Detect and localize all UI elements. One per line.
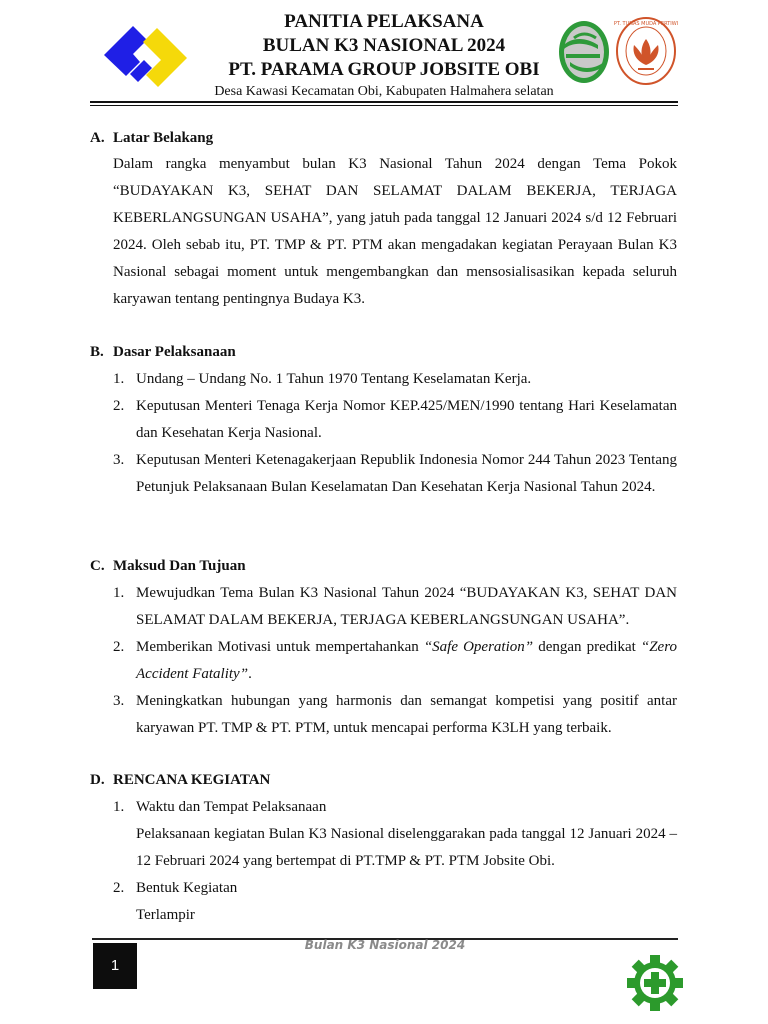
list-text-mixed — [136, 634, 677, 688]
list-number: 2. — [113, 880, 125, 896]
section-d-title — [90, 767, 270, 794]
motivation-text-pre: Memberikan Motivasi untuk mempertahankan — [136, 639, 424, 655]
section-b-heading: Dasar Pelaksanaan — [113, 344, 236, 360]
list-item — [113, 688, 677, 742]
motivation-text-post: . — [248, 666, 252, 682]
list-item — [113, 393, 677, 447]
header-address: Desa Kawasi Kecamatan Obi, Kabupaten Halmahera selatan — [214, 84, 554, 99]
section-c-title — [90, 553, 246, 580]
list-number: 1. — [113, 371, 125, 387]
section-a-letter: A. — [90, 130, 105, 146]
list-heading: Waktu dan Tempat Pelaksanaan — [136, 799, 327, 815]
list-text: Undang – Undang No. 1 Tahun 1970 Tentang Keselamatan Kerja. — [136, 371, 532, 387]
green-company-logo — [556, 18, 612, 86]
section-d-letter: D. — [90, 772, 105, 788]
page-number: 1 — [93, 943, 137, 989]
header-title-line3: PT. PARAMA GROUP JOBSITE OBI — [228, 59, 540, 80]
list-number: 3. — [113, 693, 125, 709]
motivation-text-mid: dengan predikat — [533, 639, 641, 655]
section-d-heading: RENCANA KEGIATAN — [113, 772, 271, 788]
list-number: 1. — [113, 799, 125, 815]
list-text: Mewujudkan Tema Bulan K3 Nasional Tahun 2024 “BUDAYAKAN K3, SEHAT DAN SELAMAT DALAM BEKERJA, TERJAGA KEBERLANGSUNGAN USAHA”. — [136, 585, 677, 628]
footer-text: Bulan K3 Nasional 2024 — [304, 938, 466, 952]
list-heading: Bentuk Kegiatan — [136, 880, 238, 896]
section-c-heading: Maksud Dan Tujuan — [113, 558, 246, 574]
tunas-muda-pertiwi-logo — [614, 15, 678, 87]
header-title-line1: PANITIA PELAKSANA — [284, 11, 484, 32]
list-text: Keputusan Menteri Ketenagakerjaan Republik Indonesia Nomor 244 Tahun 2023 Tentang Petunjuk Pelaksanaan Bulan Keselamatan Dan Kesehatan Kerja Nasional Tahun 2024. — [136, 452, 677, 495]
list-item — [113, 580, 677, 634]
list-text: Keputusan Menteri Tenaga Kerja Nomor KEP.425/MEN/1990 tentang Hari Keselamatan dan Kesehatan Kerja Nasional. — [136, 398, 677, 441]
list-text: Meningkatkan hubungan yang harmonis dan semangat kompetisi yang positif antar karyawan PT. TMP & PT. PTM, untuk mencapai performa K3LH yang terbaik. — [136, 693, 677, 736]
k3-gear-cross-icon — [626, 954, 684, 1012]
safe-operation-emphasis: “Safe Operation” — [423, 639, 534, 655]
list-number: 2. — [113, 398, 125, 414]
header-rule — [90, 101, 678, 103]
list-number: 1. — [113, 585, 125, 601]
section-b-title — [90, 339, 236, 366]
list-number: 3. — [113, 452, 125, 468]
list-body: Pelaksanaan kegiatan Bulan K3 Nasional diselenggarakan pada tanggal 12 Januari 2024 – 12 Februari 2024 yang bertempat di PT.TMP & PT. PTM Jobsite Obi. — [136, 826, 677, 869]
list-item — [113, 366, 677, 393]
zero-accident-emphasis: “Zero Accident Fatality” — [136, 639, 677, 682]
section-a-title — [90, 125, 213, 152]
list-item — [113, 447, 677, 501]
list-body: Terlampir — [136, 907, 195, 923]
list-number: 2. — [113, 639, 125, 655]
section-c-letter: C. — [90, 558, 105, 574]
list-item — [113, 794, 677, 821]
section-a-paragraph: Dalam rangka menyambut bulan K3 Nasional Tahun 2024 dengan Tema Pokok “BUDAYAKAN K3, SEHAT DAN SELAMAT DALAM BEKERJA, TERJAGA KEBERLANGSUNGAN USAHA”, yang jatuh pada tanggal 12 Januari 2024 s/d 12 Februari 2024. Oleh sebab itu, PT. TMP & PT. PTM akan mengadakan kegiatan Perayaan Bulan K3 Nasional sebagai moment untuk mengembangkan dan mensosialisasikan kepada seluruh karyawan tentang pentingnya Budaya K3. — [113, 156, 677, 307]
header-rule-thin — [90, 105, 678, 106]
section-b-letter: B. — [90, 344, 104, 360]
tunas-logo-text: PT. TUNAS MUDA PERTIWI — [614, 21, 678, 27]
section-a-heading: Latar Belakang — [113, 130, 214, 146]
list-item — [113, 634, 677, 688]
header-title-line2: BULAN K3 NASIONAL 2024 — [262, 35, 506, 56]
list-item — [113, 875, 677, 902]
